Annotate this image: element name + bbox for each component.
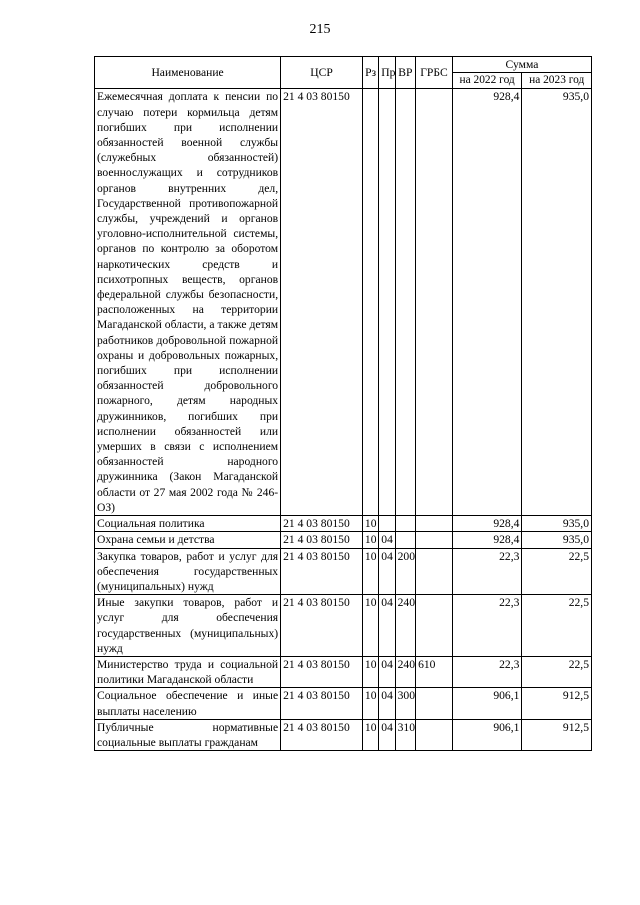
cell-grbs — [416, 516, 453, 532]
table-row — [95, 719, 592, 750]
cell-grbs — [416, 548, 453, 595]
cell-pr: 04 — [379, 595, 395, 657]
cell-grbs — [416, 532, 453, 548]
page-number: 215 — [309, 22, 331, 37]
cell-sum-2023: 935,0 — [522, 516, 592, 532]
cell-grbs — [416, 719, 453, 750]
header-pr: Пр — [379, 57, 395, 89]
budget-table — [94, 56, 592, 751]
cell-vr: 200 — [395, 548, 415, 595]
header-sum: Сумма — [452, 57, 591, 73]
cell-pr: 04 — [379, 532, 395, 548]
cell-vr: 300 — [395, 688, 415, 719]
cell-name: Охрана семьи и детства — [95, 532, 281, 548]
cell-name: Закупка товаров, работ и услуг для обеспечения государственных (муниципальных) нужд — [95, 548, 281, 595]
cell-vr: 310 — [395, 719, 415, 750]
cell-pr — [379, 516, 395, 532]
cell-sum-2023: 935,0 — [522, 532, 592, 548]
cell-rz: 10 — [362, 688, 378, 719]
header-rz: Рз — [362, 57, 378, 89]
cell-sum-2023: 912,5 — [522, 719, 592, 750]
table-row — [95, 656, 592, 687]
cell-csr: 21 4 03 80150 — [281, 89, 363, 516]
header-name: Наименование — [95, 57, 281, 89]
cell-pr — [379, 89, 395, 516]
cell-name: Иные закупки товаров, работ и услуг для обеспечения государственных (муниципальных) нужд — [95, 595, 281, 657]
cell-sum-2022: 22,3 — [452, 595, 522, 657]
cell-csr: 21 4 03 80150 — [281, 656, 363, 687]
header-csr: ЦСР — [281, 57, 363, 89]
cell-vr — [395, 89, 415, 516]
cell-sum-2022: 906,1 — [452, 688, 522, 719]
cell-rz: 10 — [362, 516, 378, 532]
cell-csr: 21 4 03 80150 — [281, 516, 363, 532]
cell-sum-2022: 928,4 — [452, 516, 522, 532]
cell-sum-2023: 22,5 — [522, 548, 592, 595]
cell-rz: 10 — [362, 719, 378, 750]
cell-rz: 10 — [362, 595, 378, 657]
cell-name: Министерство труда и социальной политики Магаданской области — [95, 656, 281, 687]
cell-sum-2022: 22,3 — [452, 548, 522, 595]
cell-csr: 21 4 03 80150 — [281, 532, 363, 548]
cell-sum-2023: 22,5 — [522, 656, 592, 687]
cell-sum-2022: 22,3 — [452, 656, 522, 687]
cell-sum-2023: 912,5 — [522, 688, 592, 719]
table-row — [95, 89, 592, 516]
cell-rz: 10 — [362, 548, 378, 595]
cell-grbs — [416, 89, 453, 516]
cell-name: Ежемесячная доплата к пенсии по случаю потери кормильца детям погибших при исполнении обязанностей военной службы (служебных обязанностей) военнослужащих и сотрудников органов внутренних дел, Государственной противопожарной службы, учреждений и органов уголовно-исполнительной системы, органов по контролю за оборотом наркотических средств и психотропных веществ, органов федеральной службы безопасности, расположенных на территории Магаданской области, а также детям работников добровольной пожарной охраны и добровольных пожарных, погибших при исполнении обязанностей добровольного пожарного, детям народных дружинников, погибших при исполнении обязанностей или умерших в связи с исполнением обязанностей народного дружинника (Закон Магаданской области от 27 мая 2002 года № 246-ОЗ) — [95, 89, 281, 516]
cell-csr: 21 4 03 80150 — [281, 548, 363, 595]
cell-pr: 04 — [379, 719, 395, 750]
cell-sum-2022: 906,1 — [452, 719, 522, 750]
table-body — [95, 89, 592, 751]
cell-name: Публичные нормативные социальные выплаты гражданам — [95, 719, 281, 750]
header-year-2023: на 2023 год — [522, 73, 592, 89]
cell-csr: 21 4 03 80150 — [281, 688, 363, 719]
cell-pr: 04 — [379, 548, 395, 595]
cell-sum-2022: 928,4 — [452, 532, 522, 548]
cell-pr: 04 — [379, 688, 395, 719]
cell-csr: 21 4 03 80150 — [281, 719, 363, 750]
header-grbs: ГРБС — [416, 57, 453, 89]
header-vr: ВР — [395, 57, 415, 89]
cell-csr: 21 4 03 80150 — [281, 595, 363, 657]
cell-vr — [395, 532, 415, 548]
cell-name: Социальная политика — [95, 516, 281, 532]
cell-rz — [362, 89, 378, 516]
cell-rz: 10 — [362, 532, 378, 548]
table-row — [95, 532, 592, 548]
cell-rz: 10 — [362, 656, 378, 687]
cell-vr: 240 — [395, 595, 415, 657]
cell-pr: 04 — [379, 656, 395, 687]
cell-sum-2023: 22,5 — [522, 595, 592, 657]
table-row — [95, 688, 592, 719]
header-year-2022: на 2022 год — [452, 73, 522, 89]
cell-vr: 240 — [395, 656, 415, 687]
table-row — [95, 548, 592, 595]
cell-grbs — [416, 688, 453, 719]
cell-vr — [395, 516, 415, 532]
cell-grbs — [416, 595, 453, 657]
table-row — [95, 516, 592, 532]
cell-name: Социальное обеспечение и иные выплаты населению — [95, 688, 281, 719]
table-row — [95, 595, 592, 657]
cell-grbs: 610 — [416, 656, 453, 687]
cell-sum-2022: 928,4 — [452, 89, 522, 516]
cell-sum-2023: 935,0 — [522, 89, 592, 516]
